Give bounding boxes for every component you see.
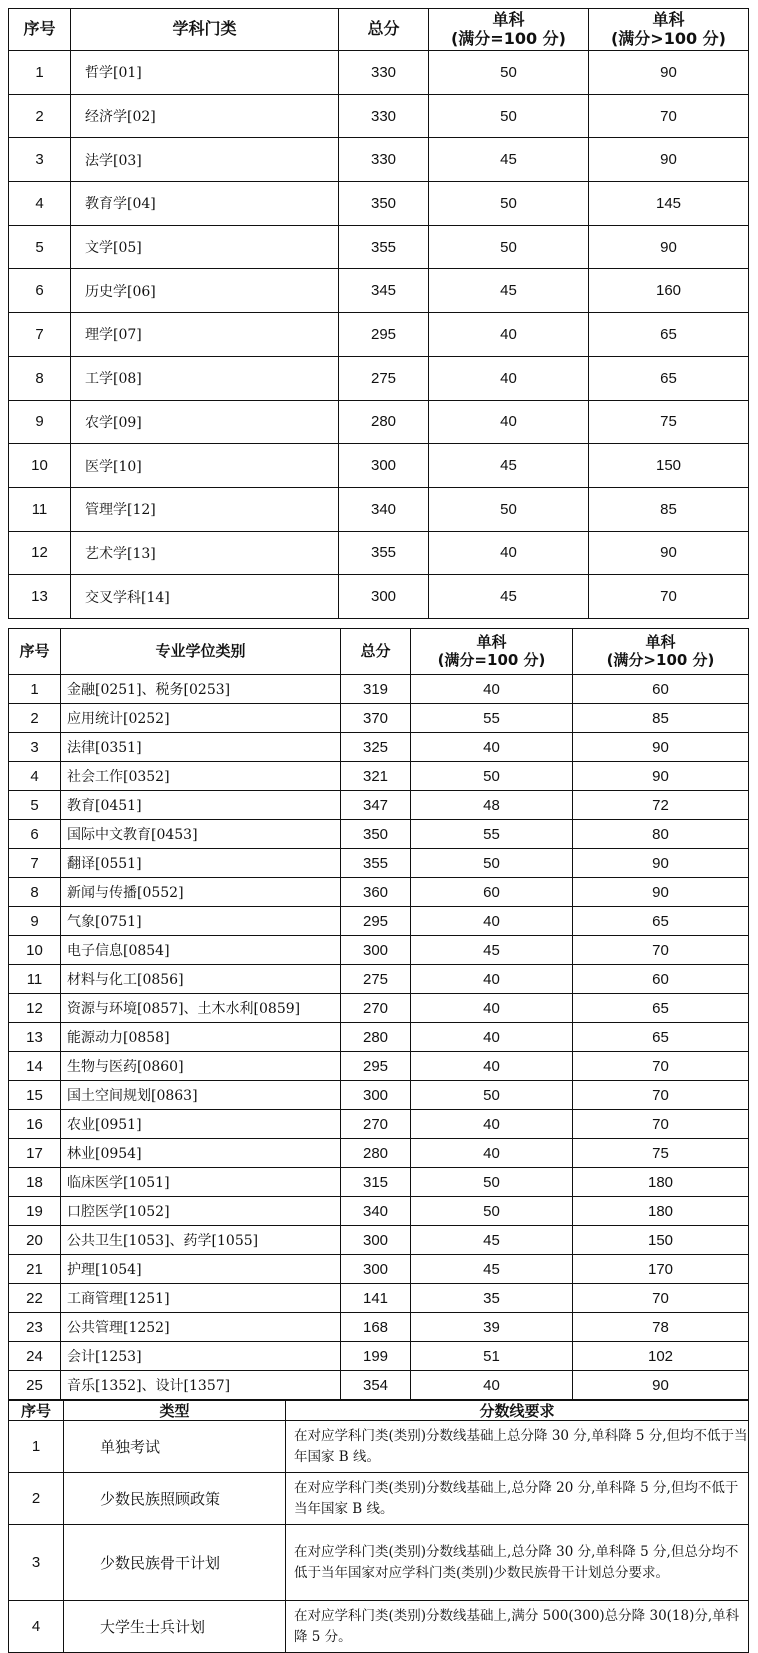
row-total: 300 [339, 575, 429, 619]
row-total: 350 [341, 820, 411, 849]
row-single-100: 40 [429, 400, 589, 444]
row-total: 355 [339, 225, 429, 269]
row-single-100: 40 [411, 1110, 573, 1139]
row-total: 300 [341, 1081, 411, 1110]
row-single-over-100: 90 [589, 138, 749, 182]
row-total: 325 [341, 733, 411, 762]
row-type: 大学生士兵计划 [64, 1601, 286, 1653]
table-row [9, 791, 749, 820]
header-total: 总分 [339, 9, 429, 51]
row-single-over-100: 90 [589, 51, 749, 95]
row-single-over-100: 150 [589, 444, 749, 488]
row-category: 音乐[1352]、设计[1357] [61, 1371, 341, 1400]
row-total: 345 [339, 269, 429, 313]
table-row [9, 1255, 749, 1284]
row-total: 280 [339, 400, 429, 444]
row-single-over-100: 90 [573, 762, 749, 791]
row-number: 20 [9, 1226, 61, 1255]
row-single-100: 50 [411, 762, 573, 791]
row-single-over-100: 65 [589, 313, 749, 357]
row-number: 10 [9, 444, 71, 488]
row-type: 少数民族照顾政策 [64, 1473, 286, 1525]
table-row [9, 1371, 749, 1400]
table-row [9, 849, 749, 878]
header-category: 学科门类 [71, 9, 339, 51]
row-single-100: 40 [429, 531, 589, 575]
row-number: 5 [9, 791, 61, 820]
row-total: 354 [341, 1371, 411, 1400]
row-category: 国土空间规划[0863] [61, 1081, 341, 1110]
table-row [9, 444, 749, 488]
academic-degree-score-table [8, 8, 749, 619]
row-single-100: 50 [411, 1168, 573, 1197]
row-single-over-100: 102 [573, 1342, 749, 1371]
row-single-100: 40 [411, 965, 573, 994]
row-number: 22 [9, 1284, 61, 1313]
row-category: 口腔医学[1052] [61, 1197, 341, 1226]
row-total: 168 [341, 1313, 411, 1342]
row-number: 3 [9, 138, 71, 182]
row-number: 3 [9, 733, 61, 762]
row-single-over-100: 75 [589, 400, 749, 444]
row-single-100: 40 [429, 356, 589, 400]
row-single-100: 35 [411, 1284, 573, 1313]
row-total: 330 [339, 138, 429, 182]
header-single-100: 单科 (满分=100 分) [429, 9, 589, 51]
table-row [9, 1023, 749, 1052]
row-single-100: 45 [429, 575, 589, 619]
row-number: 12 [9, 994, 61, 1023]
table-row [9, 400, 749, 444]
row-number: 13 [9, 1023, 61, 1052]
row-single-100: 40 [429, 313, 589, 357]
row-single-over-100: 90 [589, 225, 749, 269]
row-number: 19 [9, 1197, 61, 1226]
table-row [9, 1139, 749, 1168]
table-row [9, 94, 749, 138]
row-single-over-100: 160 [589, 269, 749, 313]
row-total: 355 [339, 531, 429, 575]
header-single-100: 单科 (满分=100 分) [411, 629, 573, 675]
table-row [9, 1110, 749, 1139]
row-category: 电子信息[0854] [61, 936, 341, 965]
row-total: 300 [341, 1226, 411, 1255]
row-single-100: 55 [411, 820, 573, 849]
row-total: 270 [341, 1110, 411, 1139]
row-single-over-100: 90 [573, 1371, 749, 1400]
row-category: 文学[05] [71, 225, 339, 269]
row-single-over-100: 70 [573, 1081, 749, 1110]
row-category: 气象[0751] [61, 907, 341, 936]
row-category: 哲学[01] [71, 51, 339, 95]
table-row [9, 531, 749, 575]
row-single-100: 50 [429, 182, 589, 226]
header-requirement: 分数线要求 [286, 1401, 749, 1421]
row-number: 4 [9, 762, 61, 791]
row-single-100: 55 [411, 704, 573, 733]
table-row [9, 1421, 749, 1473]
row-category: 国际中文教育[0453] [61, 820, 341, 849]
row-total: 199 [341, 1342, 411, 1371]
row-number: 24 [9, 1342, 61, 1371]
row-number: 7 [9, 849, 61, 878]
table-row [9, 675, 749, 704]
row-total: 340 [341, 1197, 411, 1226]
header-single-over-100: 单科 (满分>100 分) [589, 9, 749, 51]
row-requirement: 在对应学科门类(类别)分数线基础上,总分降 20 分,单科降 5 分,但均不低于当年国家 B 线。 [286, 1473, 749, 1525]
row-total: 275 [339, 356, 429, 400]
row-number: 4 [9, 182, 71, 226]
header-no: 序号 [9, 1401, 64, 1421]
table-row [9, 878, 749, 907]
row-number: 3 [9, 1525, 64, 1601]
row-number: 6 [9, 820, 61, 849]
row-single-100: 45 [411, 936, 573, 965]
row-total: 340 [339, 487, 429, 531]
row-single-100: 40 [411, 675, 573, 704]
row-single-100: 45 [429, 138, 589, 182]
row-number: 15 [9, 1081, 61, 1110]
row-category: 公共卫生[1053]、药学[1055] [61, 1226, 341, 1255]
table-row [9, 1525, 749, 1601]
row-category: 交叉学科[14] [71, 575, 339, 619]
row-total: 347 [341, 791, 411, 820]
row-single-over-100: 85 [589, 487, 749, 531]
special-program-score-table [8, 1400, 749, 1653]
row-category: 农业[0951] [61, 1110, 341, 1139]
row-total: 295 [341, 1052, 411, 1081]
row-total: 275 [341, 965, 411, 994]
row-single-over-100: 170 [573, 1255, 749, 1284]
table-row [9, 1168, 749, 1197]
table-row [9, 1601, 749, 1653]
row-total: 280 [341, 1139, 411, 1168]
row-single-over-100: 65 [573, 907, 749, 936]
row-number: 12 [9, 531, 71, 575]
row-single-100: 50 [429, 487, 589, 531]
row-single-100: 40 [411, 1139, 573, 1168]
row-category: 金融[0251]、税务[0253] [61, 675, 341, 704]
table-row [9, 356, 749, 400]
header-type: 类型 [64, 1401, 286, 1421]
row-category: 医学[10] [71, 444, 339, 488]
table-row [9, 936, 749, 965]
row-category: 管理学[12] [71, 487, 339, 531]
row-number: 25 [9, 1371, 61, 1400]
table-row [9, 138, 749, 182]
table-row [9, 1284, 749, 1313]
row-number: 8 [9, 878, 61, 907]
row-single-over-100: 70 [573, 936, 749, 965]
row-number: 5 [9, 225, 71, 269]
table-row [9, 225, 749, 269]
row-category: 教育学[04] [71, 182, 339, 226]
row-category: 护理[1054] [61, 1255, 341, 1284]
row-category: 新闻与传播[0552] [61, 878, 341, 907]
row-requirement: 在对应学科门类(类别)分数线基础上总分降 30 分,单科降 5 分,但均不低于当年国家 B 线。 [286, 1421, 749, 1473]
table-row [9, 313, 749, 357]
row-category: 能源动力[0858] [61, 1023, 341, 1052]
row-total: 280 [341, 1023, 411, 1052]
row-number: 10 [9, 936, 61, 965]
row-total: 330 [339, 94, 429, 138]
row-single-100: 50 [429, 94, 589, 138]
row-single-over-100: 80 [573, 820, 749, 849]
table-row [9, 907, 749, 936]
row-single-over-100: 78 [573, 1313, 749, 1342]
row-single-100: 40 [411, 1371, 573, 1400]
table-header-row [9, 9, 749, 51]
row-total: 295 [339, 313, 429, 357]
row-single-100: 51 [411, 1342, 573, 1371]
table-row [9, 1081, 749, 1110]
professional-degree-score-table [8, 628, 749, 1400]
table-row [9, 994, 749, 1023]
row-single-100: 50 [429, 51, 589, 95]
row-number: 23 [9, 1313, 61, 1342]
row-number: 18 [9, 1168, 61, 1197]
table-row [9, 575, 749, 619]
row-single-over-100: 180 [573, 1168, 749, 1197]
table-row [9, 762, 749, 791]
row-number: 21 [9, 1255, 61, 1284]
row-single-over-100: 180 [573, 1197, 749, 1226]
table-header-row [9, 629, 749, 675]
table-row [9, 1197, 749, 1226]
row-total: 370 [341, 704, 411, 733]
row-single-over-100: 65 [573, 994, 749, 1023]
row-category: 经济学[02] [71, 94, 339, 138]
row-single-100: 39 [411, 1313, 573, 1342]
table-row [9, 965, 749, 994]
row-total: 355 [341, 849, 411, 878]
table-row [9, 1226, 749, 1255]
row-category: 公共管理[1252] [61, 1313, 341, 1342]
row-single-over-100: 90 [573, 733, 749, 762]
row-category: 法律[0351] [61, 733, 341, 762]
row-single-100: 40 [411, 1023, 573, 1052]
row-single-100: 45 [411, 1255, 573, 1284]
table-row [9, 1473, 749, 1525]
row-requirement: 在对应学科门类(类别)分数线基础上,总分降 30 分,单科降 5 分,但总分均不低于当年国家对应学科门类(类别)少数民族骨干计划总分要求。 [286, 1525, 749, 1601]
row-requirement: 在对应学科门类(类别)分数线基础上,满分 500(300)总分降 30(18)分,单科降 5 分。 [286, 1601, 749, 1653]
row-single-100: 40 [411, 1052, 573, 1081]
row-single-over-100: 90 [573, 878, 749, 907]
row-category: 临床医学[1051] [61, 1168, 341, 1197]
row-number: 9 [9, 400, 71, 444]
row-single-over-100: 85 [573, 704, 749, 733]
row-total: 319 [341, 675, 411, 704]
row-number: 2 [9, 704, 61, 733]
row-single-over-100: 70 [573, 1110, 749, 1139]
table-row [9, 269, 749, 313]
row-number: 2 [9, 94, 71, 138]
row-single-over-100: 65 [589, 356, 749, 400]
row-single-over-100: 75 [573, 1139, 749, 1168]
row-category: 翻译[0551] [61, 849, 341, 878]
row-single-over-100: 90 [573, 849, 749, 878]
row-single-over-100: 72 [573, 791, 749, 820]
row-single-over-100: 145 [589, 182, 749, 226]
row-number: 16 [9, 1110, 61, 1139]
row-number: 14 [9, 1052, 61, 1081]
row-type: 少数民族骨干计划 [64, 1525, 286, 1601]
row-number: 1 [9, 1421, 64, 1473]
row-number: 17 [9, 1139, 61, 1168]
row-category: 农学[09] [71, 400, 339, 444]
row-number: 11 [9, 965, 61, 994]
row-single-over-100: 60 [573, 675, 749, 704]
row-number: 1 [9, 51, 71, 95]
row-category: 社会工作[0352] [61, 762, 341, 791]
row-total: 360 [341, 878, 411, 907]
row-single-over-100: 60 [573, 965, 749, 994]
row-type: 单独考试 [64, 1421, 286, 1473]
row-total: 300 [341, 936, 411, 965]
table-row [9, 704, 749, 733]
row-single-100: 50 [411, 1081, 573, 1110]
header-no: 序号 [9, 629, 61, 675]
table-row [9, 733, 749, 762]
row-category: 会计[1253] [61, 1342, 341, 1371]
row-single-100: 45 [429, 269, 589, 313]
row-single-over-100: 70 [589, 94, 749, 138]
row-total: 295 [341, 907, 411, 936]
row-category: 工商管理[1251] [61, 1284, 341, 1313]
row-total: 300 [339, 444, 429, 488]
row-category: 工学[08] [71, 356, 339, 400]
header-total: 总分 [341, 629, 411, 675]
row-category: 教育[0451] [61, 791, 341, 820]
table-row [9, 1052, 749, 1081]
row-category: 生物与医药[0860] [61, 1052, 341, 1081]
row-number: 11 [9, 487, 71, 531]
row-category: 艺术学[13] [71, 531, 339, 575]
row-single-over-100: 70 [573, 1284, 749, 1313]
table-row [9, 182, 749, 226]
row-single-over-100: 65 [573, 1023, 749, 1052]
row-single-100: 40 [411, 994, 573, 1023]
row-category: 应用统计[0252] [61, 704, 341, 733]
row-total: 270 [341, 994, 411, 1023]
row-single-100: 40 [411, 907, 573, 936]
row-single-100: 48 [411, 791, 573, 820]
header-category: 专业学位类别 [61, 629, 341, 675]
row-category: 理学[07] [71, 313, 339, 357]
table-row [9, 487, 749, 531]
row-single-100: 60 [411, 878, 573, 907]
row-single-over-100: 70 [573, 1052, 749, 1081]
row-single-over-100: 150 [573, 1226, 749, 1255]
row-category: 法学[03] [71, 138, 339, 182]
row-single-100: 40 [411, 733, 573, 762]
row-total: 141 [341, 1284, 411, 1313]
row-number: 13 [9, 575, 71, 619]
row-number: 9 [9, 907, 61, 936]
row-single-over-100: 70 [589, 575, 749, 619]
row-category: 林业[0954] [61, 1139, 341, 1168]
row-number: 4 [9, 1601, 64, 1653]
row-category: 历史学[06] [71, 269, 339, 313]
row-total: 321 [341, 762, 411, 791]
row-single-100: 50 [411, 1197, 573, 1226]
row-single-100: 50 [429, 225, 589, 269]
row-total: 330 [339, 51, 429, 95]
row-single-100: 45 [429, 444, 589, 488]
row-category: 资源与环境[0857]、土木水利[0859] [61, 994, 341, 1023]
table-row [9, 51, 749, 95]
row-single-over-100: 90 [589, 531, 749, 575]
row-single-100: 45 [411, 1226, 573, 1255]
row-single-100: 50 [411, 849, 573, 878]
table-row [9, 820, 749, 849]
row-number: 7 [9, 313, 71, 357]
row-number: 6 [9, 269, 71, 313]
row-total: 350 [339, 182, 429, 226]
header-single-over-100: 单科 (满分>100 分) [573, 629, 749, 675]
row-number: 2 [9, 1473, 64, 1525]
table-header-row [9, 1401, 749, 1421]
table-row [9, 1313, 749, 1342]
row-total: 300 [341, 1255, 411, 1284]
header-no: 序号 [9, 9, 71, 51]
row-category: 材料与化工[0856] [61, 965, 341, 994]
row-number: 8 [9, 356, 71, 400]
table-row [9, 1342, 749, 1371]
row-total: 315 [341, 1168, 411, 1197]
row-number: 1 [9, 675, 61, 704]
